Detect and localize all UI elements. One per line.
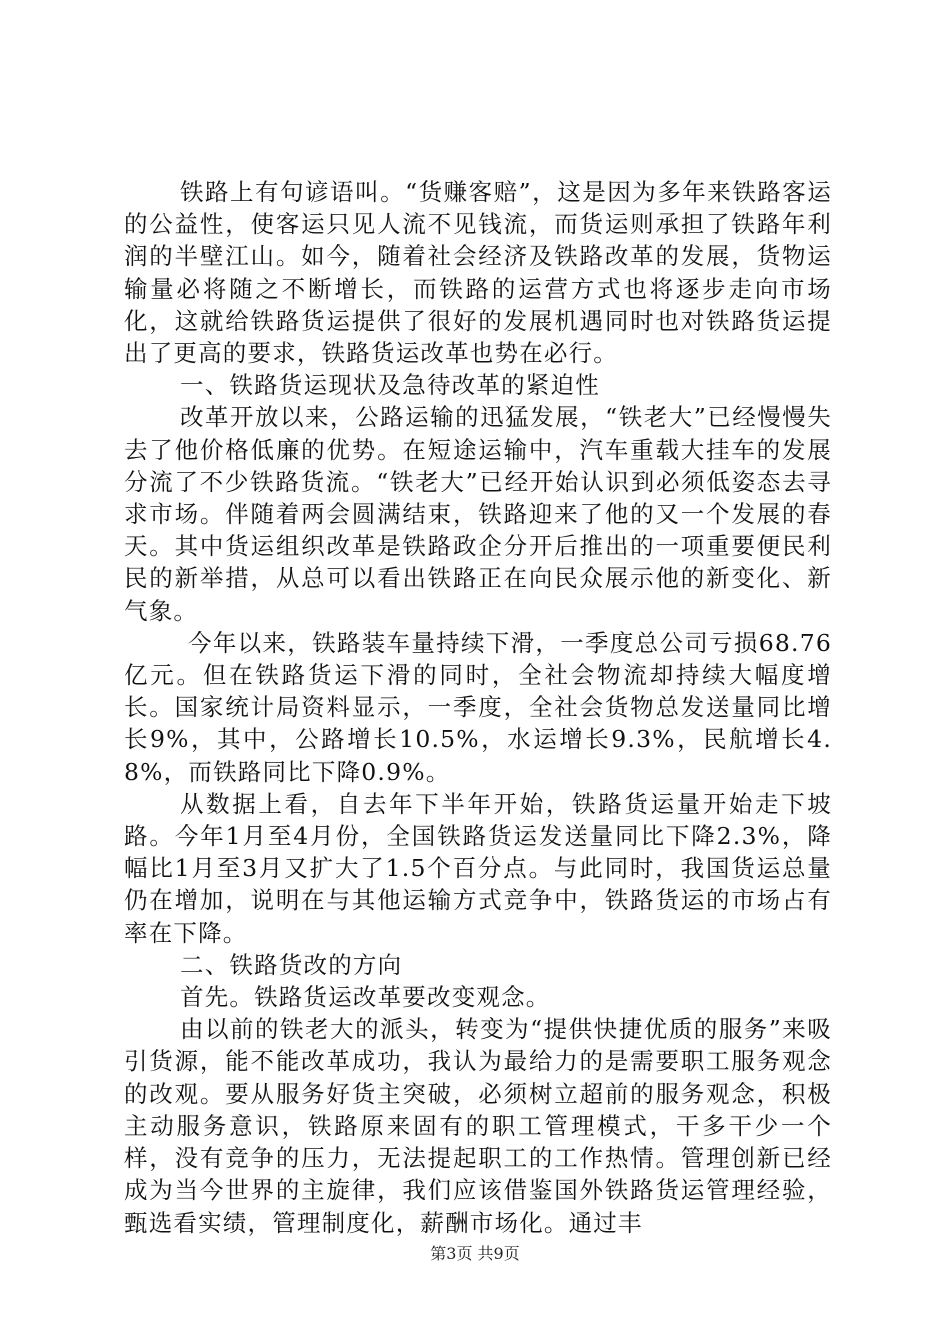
- section-heading-1: 一、铁路货运现状及急待改革的紧迫性: [180, 371, 600, 400]
- paragraph-reform-background: 改革开放以来，公路运输的迅猛发展，“铁老大”已经慢慢失去了他价格低廉的优势。在短途运输中，汽车重载大挂车的发展分流了不少铁路货流。“铁老大”已经开始认识到必须低姿态去寻求市场。伴随着两会圆满结束，铁路迎来了他的又一个发展的春天。其中货运组织改革是铁路政企分开后推出的一项重要便民利民的新举措，从总可以看出铁路正在向民众展示他的新变化、新气象。: [124, 403, 832, 625]
- page-footer: 第3页 共9页: [430, 1244, 520, 1263]
- paragraph-intro: 铁路上有句谚语叫。“货赚客赔”，这是因为多年来铁路客运的公益性，使客运只见人流不见钱流，而货运则承担了铁路年利润的半壁江山。如今，随着社会经济及铁路改革的发展，货物运输量必将随之不断增长，而铁路的运营方式也将逐步走向市场化，这就给铁路货运提供了很好的发展机遇同时也对铁路货运提出了更高的要求，铁路货运改革也势在必行。: [124, 178, 832, 368]
- paragraph-statistics: 今年以来，铁路装车量持续下滑，一季度总公司亏损68.76亿元。但在铁路货运下滑的同时，全社会物流却持续大幅度增长。国家统计局资料显示，一季度，全社会货物总发送量同比增长9%，其中，公路增长10.5%，水运增长9.3%，民航增长4.8%，而铁路同比下降0.9%。: [124, 628, 832, 786]
- paragraph-service-concept: 由以前的铁老大的派头，转变为“提供快捷优质的服务”来吸引货源，能不能改革成功，我认为最给力的是需要职工服务观念的改观。要从服务好货主突破，必须树立超前的服务观念，积极主动服务意识，铁路原来固有的职工管理模式，干多干少一个样，没有竞争的压力，无法提起职工的工作热情。管理创新已经成为当今世界的主旋律，我们应该借鉴国外铁路货运管理经验，甄选看实绩，管理制度化，薪酬市场化。通过丰: [124, 1015, 832, 1237]
- document-body: [124, 176, 832, 1239]
- paragraph-first-point: 首先。铁路货运改革要改变观念。: [180, 983, 551, 1012]
- paragraph-data-analysis: 从数据上看，自去年下半年开始，铁路货运量开始走下坡路。今年1月至4月份，全国铁路货运发送量同比下降2.3%，降幅比1月至3月又扩大了1.5个百分点。与此同时，我国货运总量仍在增加，说明在与其他运输方式竞争中，铁路货运的市场占有率在下降。: [124, 789, 832, 947]
- section-heading-2: 二、铁路货改的方向: [180, 950, 403, 979]
